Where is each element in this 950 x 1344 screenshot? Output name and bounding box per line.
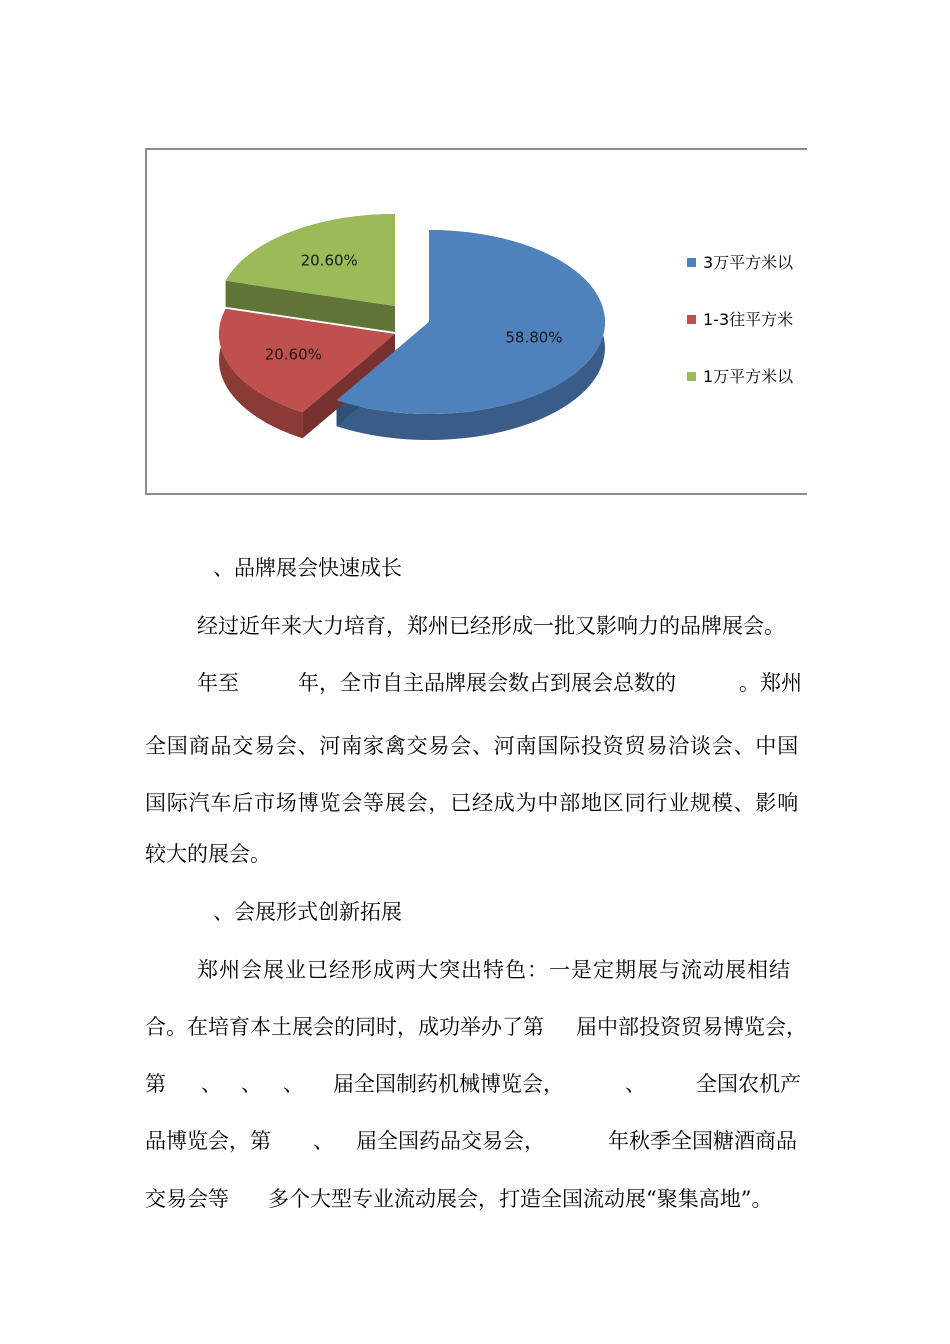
pie-data-label: 20.60% <box>264 345 322 364</box>
pie-data-label: 20.60% <box>300 251 358 270</box>
paragraph-line: 、 <box>313 1129 334 1153</box>
paragraph-line: 、 <box>241 1072 262 1096</box>
paragraph-line: 年秋季全国糖酒商品 <box>608 1129 797 1153</box>
heading-exhibition-forms: 、会展形式创新拓展 <box>213 900 402 924</box>
paragraph-line: 年，全市自主品牌展会数占到展会总数的 <box>298 671 676 695</box>
legend-swatch <box>687 315 696 324</box>
paragraph-line: 品博览会，第 <box>145 1129 271 1153</box>
legend-swatch <box>687 372 696 381</box>
paragraph-line: 较大的展会。 <box>145 842 271 866</box>
paragraph-line <box>145 730 807 760</box>
paragraph-line: 届全国制药机械博览会， <box>333 1072 564 1096</box>
paragraph-line: 届全国药品交易会， <box>356 1129 545 1153</box>
paragraph-line: 、 <box>625 1072 646 1096</box>
legend-label: 3万平方米以 <box>703 253 794 272</box>
paragraph-line: 经过近年来大力培育，郑州已经形成一批又影响力的品牌展会。 <box>197 614 785 638</box>
paragraph-line: 年至 <box>197 671 239 695</box>
paragraph-line: 届中部投资贸易博览会， <box>576 1015 807 1039</box>
paragraph-line: 、 <box>201 1072 222 1096</box>
paragraph-line: 合。在培育本土展会的同时，成功举办了第 <box>145 1015 544 1039</box>
legend-label: 1-3往平方米 <box>703 310 794 329</box>
paragraph-line: 全国农机产 <box>696 1072 801 1096</box>
paragraph-line <box>145 787 807 817</box>
paragraph-line: 郑州会展业已经形成两大突出特色：一是定期展与流动展相结 <box>197 958 791 982</box>
heading-brand-exhibitions: 、品牌展会快速成长 <box>213 556 402 580</box>
legend-swatch <box>687 258 696 267</box>
text-segment: 全国商品交易会、河南家禽交易会、河南国际投资贸易洽谈会、中国 <box>145 734 799 758</box>
pie-data-label: 58.80% <box>505 328 563 347</box>
legend-label: 1万平方米以 <box>703 367 794 386</box>
pie-chart <box>145 148 807 495</box>
paragraph-line: 多个大型专业流动展会，打造全国流动展“聚集高地”。 <box>268 1187 773 1211</box>
pie-chart-canvas <box>147 150 807 495</box>
text-segment: 国际汽车后市场博览会等展会，已经成为中部地区同行业规模、影响 <box>145 791 799 815</box>
paragraph-line: 。郑州 <box>739 671 802 695</box>
paragraph-line: 、 <box>283 1072 304 1096</box>
paragraph-line: 第 <box>145 1072 166 1096</box>
paragraph-line: 交易会等 <box>145 1187 229 1211</box>
